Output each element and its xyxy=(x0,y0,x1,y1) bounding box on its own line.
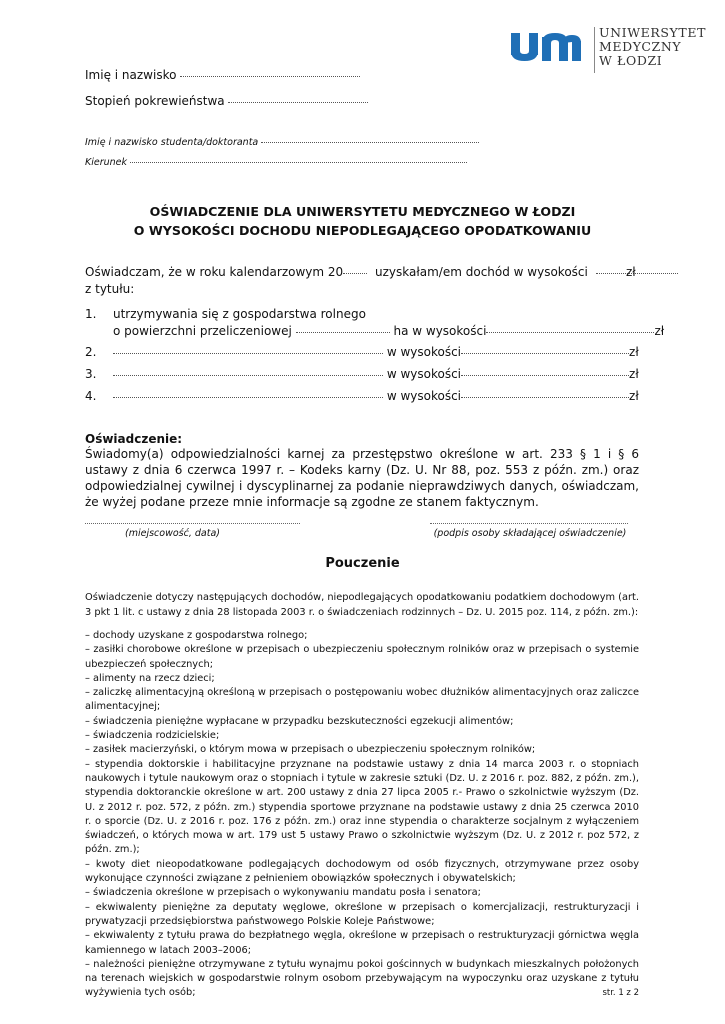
list-item: – ekwiwalenty z tytułu prawa do bezpłatnego węgla, określone w przepisach o restrukturyzacji górnictwa węgla kamiennego w latach 2003–2006; xyxy=(85,930,639,956)
income-row-2 xyxy=(113,345,639,359)
declaration-title: Oświadczenie: xyxy=(85,432,183,446)
signature-line[interactable] xyxy=(430,523,628,524)
row-4-amount-line[interactable] xyxy=(461,397,629,398)
row-2-label: w wysokości xyxy=(386,345,462,359)
income-row-1-line-1: utrzymywania się z gospodarstwa rolnego xyxy=(113,307,366,321)
income-row-4-num: 4. xyxy=(85,389,97,403)
income-row-1-num: 1. xyxy=(85,307,97,321)
logo-text xyxy=(599,26,706,68)
logo-line-3: W ŁODZI xyxy=(599,53,663,68)
statement-part-1: Oświadczam, że w roku kalendarzowym 20 xyxy=(85,265,344,279)
instructions-list xyxy=(85,629,639,1001)
student-input-line[interactable] xyxy=(261,142,479,143)
statement-currency: zł xyxy=(626,265,636,279)
area-input-line[interactable] xyxy=(296,332,390,333)
relation-field xyxy=(85,94,368,108)
relation-label: Stopień pokrewieństwa xyxy=(85,94,225,108)
title-line-1: OŚWIADCZENIE DLA UNIWERSYTETU MEDYCZNEGO W ŁODZI xyxy=(149,204,576,219)
year-input-line[interactable] xyxy=(343,273,367,274)
list-item: – należności pieniężne otrzymywane z tytułu wynajmu pokoi gościnnych w budynkach mieszkalnych położonych na terenach wiejskich w gospodarstwie rolnym osobom przebywającym na wypoczynku oraz uzyskane z tytułu wyżywienia tych osób; xyxy=(85,958,639,999)
list-item: – ekwiwalenty pieniężne za deputaty węglowe, określone w przepisach o komercjalizacji, restrukturyzacji i prywatyzacji przedsiębiorstwa państwowego Polskie Koleje Państwowe; xyxy=(85,901,639,927)
signature-caption: (podpis osoby składającej oświadczenie) xyxy=(433,528,627,539)
place-date-line[interactable] xyxy=(85,523,300,524)
instructions-title: Pouczenie xyxy=(325,556,400,571)
name-label: Imię i nazwisko xyxy=(85,68,177,82)
statement-line xyxy=(85,265,678,279)
student-label: Imię i nazwisko studenta/doktoranta xyxy=(85,137,259,148)
document-title xyxy=(0,202,725,240)
row-3-label: w wysokości xyxy=(386,367,462,381)
list-item: – świadczenia pieniężne wypłacane w przypadku bezskuteczności egzekucji alimentów; xyxy=(85,715,514,727)
direction-input-line[interactable] xyxy=(130,162,467,163)
logo-line-2: MEDYCZNY xyxy=(599,39,682,54)
list-item: – kwoty diet nieopodatkowane podlegających dochodowym od osób fizycznych, otrzymywane przez osoby wykonujące czynności związane z pełnieniem obowiązków społecznych i obywatelskich; xyxy=(85,858,639,885)
list-item: – zaliczkę alimentacyjną określoną w przepisach o postępowaniu wobec dłużników alimentacyjnych oraz zaliczce alimentacyjnej; xyxy=(85,687,639,713)
page-number: str. 1 z 2 xyxy=(602,988,639,998)
instructions-intro: Oświadczenie dotyczy następujących dochodów, niepodlegających opodatkowaniu podatkiem dochodowym (art. 3 pkt 1 lit. c ustawy z dnia 28 listopada 2003 r. o świadczeniach rodzinnych – Dz. U. 2015 poz. 114, z późn. zm.): xyxy=(85,592,639,618)
area-label: o powierzchni przeliczeniowej xyxy=(113,324,292,338)
income-row-3 xyxy=(113,367,639,381)
statement-part-2: uzyskałam/em dochód w wysokości xyxy=(375,265,588,279)
amount-input-line[interactable] xyxy=(596,273,678,274)
list-item: – dochody uzyskane z gospodarstwa rolnego; xyxy=(85,630,308,641)
row-4-label: w wysokości xyxy=(386,389,462,403)
logo-divider xyxy=(594,27,595,73)
name-input-line[interactable] xyxy=(180,76,360,77)
row-3-currency: zł xyxy=(629,367,639,381)
list-item: – alimenty na rzecz dzieci; xyxy=(85,672,215,684)
list-item: – stypendia doktorskie i habilitacyjne przyznane na podstawie ustawy z dnia 14 marca 2003 r. o stopniach naukowych i tytule naukowym oraz o stopniach i tytule w zakresie sztuki (Dz. U. z 2016 r. poz. 882, z późn. zm.), stypendia doktoranckie określone w art. 200 ustawy z dnia 27 lipca 2005 r.- Prawo o szkolnictwie wyższym (Dz. U. z 2012 r. poz. 572, z późn. zm.) stypendia sportowe przyznane na podstawie ustawy z dnia 25 czerwca 2010 r. o sporcie (Dz. U. z 2016 r. poz. 176 z późn. zm.) oraz inne stypendia o charakterze socjalnym z wyłączeniem świadczeń, o których mowa w art. 179 ust 5 ustawy Prawo o szkolnictwie wyższym (Dz. U. z 2012 r. poz 572, z późn. zm.); xyxy=(85,758,639,856)
income-row-2-num: 2. xyxy=(85,345,97,359)
income-row-4 xyxy=(113,389,639,403)
income-row-3-num: 3. xyxy=(85,367,97,381)
row-4-source-line[interactable] xyxy=(113,397,383,398)
row-1-currency: zł xyxy=(654,324,665,338)
declaration-body: Świadomy(a) odpowiedzialności karnej za przestępstwo określone w art. 233 § 1 i § 6 ustawy z dnia 6 czerwca 1997 r. – Kodeks karny (Dz. U. Nr 88, poz. 553 z późn. zm.) oraz odpowiedzialnej cywilnej i dyscyplinarnej za podanie nieprawdziwych danych, oświadczam, że wyżej podane przeze mnie informacje są zgodne ze stanem faktycznym. xyxy=(85,447,639,509)
direction-label: Kierunek xyxy=(85,157,128,168)
row-2-currency: zł xyxy=(629,345,639,359)
row-2-amount-line[interactable] xyxy=(461,353,629,354)
title-line-2: O WYSOKOŚCI DOCHODU NIEPODLEGAJĄCEGO OPODATKOWANIU xyxy=(133,223,592,238)
university-logo xyxy=(511,22,707,78)
row-3-source-line[interactable] xyxy=(113,375,383,376)
list-item: – świadczenia rodzicielskie; xyxy=(85,730,220,742)
logo-line-1: UNIWERSYTET xyxy=(599,25,707,40)
income-row-1-line-2 xyxy=(113,324,664,338)
row-3-amount-line[interactable] xyxy=(461,375,629,376)
list-item: – zasiłki chorobowe określone w przepisach o ubezpieczeniu społecznym rolników oraz w przepisach o systemie ubezpieczeń społecznych; xyxy=(85,644,639,670)
student-field xyxy=(85,137,479,148)
place-date-caption: (miejscowość, data) xyxy=(125,528,220,539)
row-1-amount-line[interactable] xyxy=(486,332,654,333)
row-4-currency: zł xyxy=(629,389,639,403)
statement-part-3: z tytułu: xyxy=(85,282,135,296)
list-item: – świadczenia określone w przepisach o wykonywaniu mandatu posła i senatora; xyxy=(85,887,481,899)
row-2-source-line[interactable] xyxy=(113,353,383,354)
direction-field xyxy=(85,157,467,168)
um-logo-mark xyxy=(511,31,581,61)
name-field xyxy=(85,68,360,82)
relation-input-line[interactable] xyxy=(228,102,368,103)
list-item: – zasiłek macierzyński, o którym mowa w przepisach o ubezpieczeniu społecznym rolników; xyxy=(85,744,536,756)
ha-amount-label: ha w wysokości xyxy=(393,324,487,338)
